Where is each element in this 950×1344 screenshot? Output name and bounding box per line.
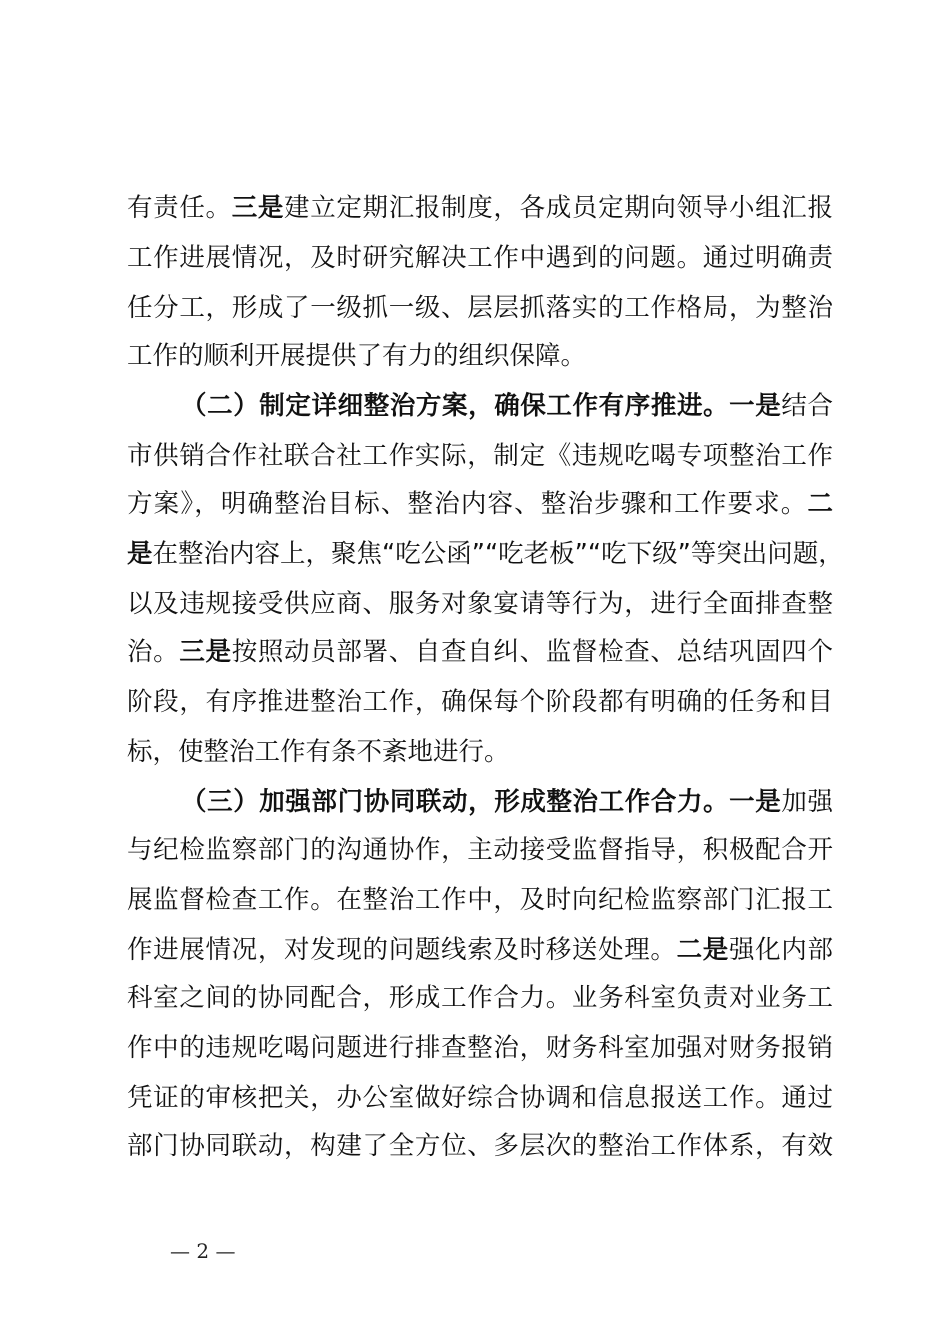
text-run: 科室之间的协同配合，形成工作合力。业务科室负责对业务工 <box>127 983 833 1013</box>
text-line-11 <box>127 676 833 728</box>
text-run: 部门协同联动，构建了全方位、多层次的整治工作体系，有效 <box>127 1131 833 1161</box>
text-run: 强化内部 <box>728 935 833 965</box>
bold-text-run: （二）制定详细整治方案，确保工作有序推进。 <box>181 391 730 421</box>
text-line-10 <box>127 626 833 678</box>
text-run: 建立定期汇报制度，各成员定期向领导小组汇报 <box>284 193 833 223</box>
text-run: 方案》，明确整治目标、整治内容、整治步骤和工作要求。 <box>127 489 808 519</box>
text-run: 有责任。 <box>127 193 232 223</box>
bold-text-run: 二 <box>807 489 833 519</box>
bold-text-run: 三是 <box>231 193 285 223</box>
text-run: 与纪检监察部门的沟通协作，主动接受监督指导，积极配合开 <box>127 835 833 865</box>
text-run: 工作的顺利开展提供了有力的组织保障。 <box>127 341 587 371</box>
text-line-8 <box>127 528 844 580</box>
text-line-9 <box>127 578 833 630</box>
text-run: 工作进展情况，及时研究解决工作中遇到的问题。通过明确责 <box>127 243 833 273</box>
text-line-18 <box>127 1022 833 1074</box>
bold-text-run: （三）加强部门协同联动，形成整治工作合力。 <box>181 787 730 817</box>
text-run: 展监督检查工作。在整治工作中，及时向纪检监察部门汇报工 <box>127 885 833 915</box>
text-line-1 <box>127 182 833 234</box>
text-run: 加强 <box>781 787 833 817</box>
text-run: 结合 <box>781 391 833 421</box>
text-run: 任分工，形成了一级抓一级、层层抓落实的工作格局，为整治 <box>127 293 833 323</box>
text-line-15 <box>127 874 833 926</box>
text-run: 市供销合作社联合社工作实际，制定《违规吃喝专项整治工作 <box>127 441 833 471</box>
text-line-12 <box>127 726 833 778</box>
text-line-16 <box>127 924 833 976</box>
section-three-heading-line <box>181 776 833 828</box>
text-line-14 <box>127 824 833 876</box>
text-run: 治。 <box>127 637 180 667</box>
bold-text-run: 是 <box>127 539 153 569</box>
page-number: — 2 — <box>170 1239 236 1263</box>
text-line-6 <box>127 430 833 482</box>
bold-text-run: 二是 <box>676 935 729 965</box>
text-line-20 <box>127 1120 833 1172</box>
text-line-19 <box>127 1072 833 1124</box>
text-run: 作中的违规吃喝问题进行排查整治，财务科室加强对财务报销 <box>127 1033 833 1063</box>
bold-text-run: 一是 <box>729 391 782 421</box>
text-run: 作进展情况，对发现的问题线索及时移送处理。 <box>127 935 677 965</box>
text-run: 阶段，有序推进整治工作，确保每个阶段都有明确的任务和目 <box>127 687 833 717</box>
text-run: 按照动员部署、自查自纠、监督检查、总结巩固四个 <box>231 637 833 667</box>
text-run: 在整治内容上，聚焦“吃公函”“吃老板”“吃下级”等突出问题， <box>152 539 844 569</box>
text-run: 标，使整治工作有条不紊地进行。 <box>127 737 510 767</box>
bold-text-run: 一是 <box>729 787 782 817</box>
text-line-3 <box>127 282 833 334</box>
text-run: 凭证的审核把关，办公室做好综合协调和信息报送工作。通过 <box>127 1083 833 1113</box>
text-line-7 <box>127 478 833 530</box>
text-line-17 <box>127 972 833 1024</box>
text-run: 以及违规接受供应商、服务对象宴请等行为，进行全面排查整 <box>127 589 833 619</box>
text-line-4 <box>127 330 833 382</box>
text-line-2 <box>127 232 833 284</box>
section-two-heading-line <box>181 380 833 432</box>
bold-text-run: 三是 <box>179 637 232 667</box>
